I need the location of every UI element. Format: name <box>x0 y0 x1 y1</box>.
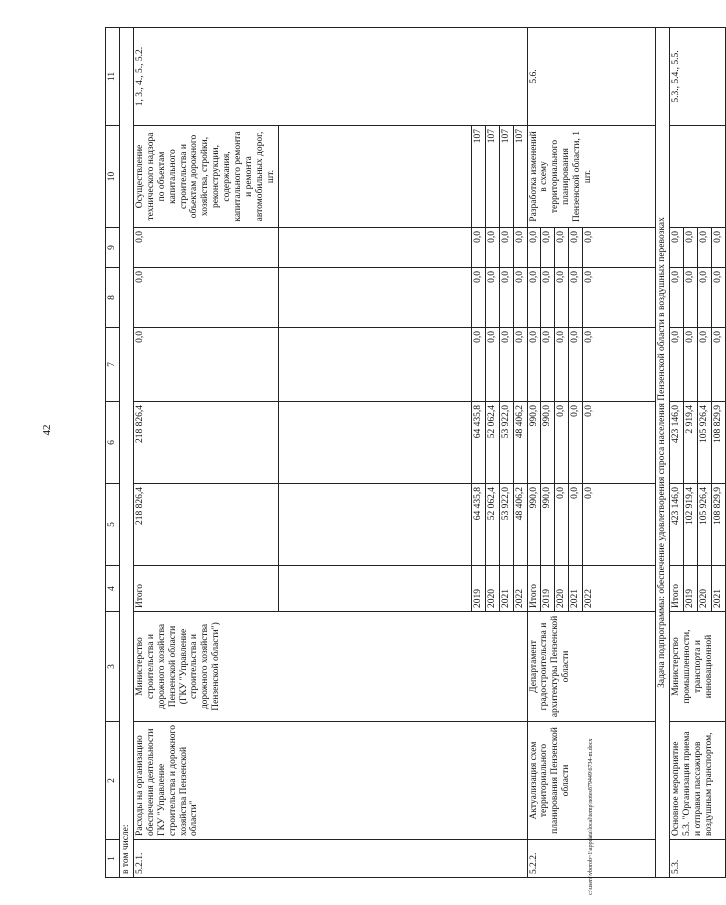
value-cell: 107 <box>513 126 527 228</box>
col-header-4: 4 <box>106 566 120 612</box>
value-cell: 990,0 <box>541 402 555 484</box>
year-cell: Итого <box>527 566 541 612</box>
table-row <box>527 28 541 878</box>
year-cell: 2020 <box>485 566 499 612</box>
links-cell: 5.3., 5.4., 5.5. <box>670 28 726 126</box>
row-number: 5.2.1. <box>133 840 527 878</box>
value-cell: 52 062,4 <box>485 402 499 484</box>
value-cell: 105 926,4 <box>697 402 711 484</box>
year-cell: 2019 <box>684 566 698 612</box>
value-cell: 0,0 <box>485 268 499 328</box>
value-cell: 0,0 <box>684 228 698 268</box>
year-cell: 2021 <box>711 566 725 612</box>
col-header-9: 9 <box>106 228 120 268</box>
value-cell: 107 <box>471 126 485 228</box>
indicator-text <box>670 126 726 228</box>
value-cell: 64 435,8 <box>471 484 485 566</box>
value-cell: 0,0 <box>697 328 711 402</box>
value-cell: 0,0 <box>499 268 513 328</box>
value-cell: 0,0 <box>583 484 656 566</box>
value-cell: 0,0 <box>569 268 583 328</box>
value-cell: 0,0 <box>583 402 656 484</box>
year-cell: Итого <box>670 566 684 612</box>
value-cell: 0,0 <box>684 268 698 328</box>
year-cell: 2021 <box>499 566 513 612</box>
header-row <box>106 28 120 878</box>
value-cell: 0,0 <box>569 328 583 402</box>
section-label: в том числе: <box>119 28 133 878</box>
value-cell: 0,0 <box>133 228 278 268</box>
year-cell: 2022 <box>513 566 527 612</box>
value-cell: 105 926,4 <box>697 484 711 566</box>
value-cell: 0,0 <box>555 328 569 402</box>
col-header-6: 6 <box>106 402 120 484</box>
value-cell: 108 829,9 <box>711 402 725 484</box>
value-cell: 0,0 <box>711 228 725 268</box>
value-cell: 48 406,2 <box>513 402 527 484</box>
col-header-10: 10 <box>106 126 120 228</box>
year-cell: Итого <box>133 566 278 612</box>
value-cell: 0,0 <box>684 328 698 402</box>
value-cell: 218 826,4 <box>133 484 278 566</box>
value-cell: 0,0 <box>670 228 684 268</box>
col-header-8: 8 <box>106 268 120 328</box>
value-cell: 0,0 <box>485 328 499 402</box>
value-cell: 0,0 <box>527 328 541 402</box>
value-cell: 0,0 <box>555 228 569 268</box>
value-cell: 108 829,9 <box>711 484 725 566</box>
value-cell: 0,0 <box>583 228 656 268</box>
executor: Министерство промышленности, транспорта и инновационной <box>670 612 726 722</box>
value-cell: 0,0 <box>555 484 569 566</box>
col-header-1: 1 <box>106 840 120 878</box>
year-cell: 2020 <box>555 566 569 612</box>
links-cell: 1, 3., 4., 5., 5.2. <box>133 28 527 126</box>
value-cell: 2 919,4 <box>684 402 698 484</box>
year-cell: 2022 <box>583 566 656 612</box>
value-cell: 0,0 <box>499 328 513 402</box>
executor: Министерство строительства и дорожного хозяйства Пензенской области (ГКУ "Управление строительства и дорожного хозяйства Пензенской области") <box>133 612 527 722</box>
value-cell: 0,0 <box>711 328 725 402</box>
value-cell: 423 146,0 <box>670 484 684 566</box>
value-cell: 53 922,0 <box>499 484 513 566</box>
value-cell: 64 435,8 <box>471 402 485 484</box>
measure-name: Актуализация схем территориального планирования Пензенской области <box>527 722 656 840</box>
row-number: 5.3. <box>670 840 726 878</box>
value-cell: 0,0 <box>670 268 684 328</box>
value-cell: 102 919,4 <box>684 484 698 566</box>
value-cell: 0,0 <box>485 228 499 268</box>
col-header-11: 11 <box>106 28 120 126</box>
year-cell: 2019 <box>471 566 485 612</box>
value-cell: 0,0 <box>541 228 555 268</box>
table-row <box>670 28 684 878</box>
value-cell: 0,0 <box>513 268 527 328</box>
value-cell: 0,0 <box>583 328 656 402</box>
links-cell: 5.6. <box>527 28 656 126</box>
value-cell: 990,0 <box>527 402 541 484</box>
measure-name: Основное мероприятие 5.3. "Организация приема и отправки пассажиров воздушным транспортом, <box>670 722 726 840</box>
footer-file-path: c:\users\vborob~1\appdata\local\temp\notes879449\6734-m.docx <box>588 738 594 895</box>
value-cell: 0,0 <box>670 328 684 402</box>
value-cell: 53 922,0 <box>499 402 513 484</box>
program-table <box>105 27 726 878</box>
measure-name: Расходы на организацию обеспечения деятельности ГКУ "Управление строительства и дорожного хозяйства Пензенской области" <box>133 722 527 840</box>
col-header-3: 3 <box>106 612 120 722</box>
task-title: Задача подпрограммы: обеспечение удовлетворения спроса населения Пензенской области в воздушных перевозках <box>656 28 670 878</box>
value-cell: 0,0 <box>499 228 513 268</box>
value-cell: 0,0 <box>527 268 541 328</box>
value-cell: 0,0 <box>527 228 541 268</box>
value-cell: 0,0 <box>513 328 527 402</box>
value-cell: 0,0 <box>471 228 485 268</box>
value-cell: 990,0 <box>541 484 555 566</box>
col-header-2: 2 <box>106 722 120 840</box>
value-cell: 107 <box>499 126 513 228</box>
value-cell: 107 <box>485 126 499 228</box>
value-cell: 0,0 <box>541 268 555 328</box>
value-cell: 0,0 <box>569 484 583 566</box>
value-cell: 0,0 <box>555 402 569 484</box>
row-number: 5.2.2. <box>527 840 656 878</box>
value-cell: 0,0 <box>513 228 527 268</box>
value-cell: 52 062,4 <box>485 484 499 566</box>
value-cell: 0,0 <box>711 268 725 328</box>
indicator-text: Осуществление технического надзора по объектам капитального строительства и объектам дорожного хозяйства, стройки, реконструкции, содержания, капитального ремонта и ремонта автомобильных дорог, шт. <box>133 126 278 228</box>
value-cell: 0,0 <box>133 328 278 402</box>
table-row <box>133 28 278 878</box>
task-row <box>656 28 670 878</box>
value-cell: 0,0 <box>697 268 711 328</box>
year-cell: 2021 <box>569 566 583 612</box>
value-cell: 0,0 <box>569 228 583 268</box>
value-cell: 0,0 <box>541 328 555 402</box>
value-cell: 218 826,4 <box>133 402 278 484</box>
year-cell: 2020 <box>697 566 711 612</box>
value-cell: 990,0 <box>527 484 541 566</box>
year-cell: 2019 <box>541 566 555 612</box>
executor: Департамент градостроительства и архитектуры Пензенской области <box>527 612 656 722</box>
value-cell: 0,0 <box>471 268 485 328</box>
value-cell: 0,0 <box>569 402 583 484</box>
col-header-7: 7 <box>106 328 120 402</box>
value-cell: 423 146,0 <box>670 402 684 484</box>
page-number: 42 <box>41 424 53 436</box>
value-cell: 48 406,2 <box>513 484 527 566</box>
value-cell: 0,0 <box>133 268 278 328</box>
col-header-5: 5 <box>106 484 120 566</box>
value-cell: 0,0 <box>583 268 656 328</box>
value-cell: 0,0 <box>471 328 485 402</box>
section-label-row <box>119 28 133 878</box>
value-cell: 0,0 <box>555 268 569 328</box>
value-cell: 0,0 <box>697 228 711 268</box>
indicator-text: Разработка изменений в схему территориального планирования Пензенской области, 1 шт. <box>527 126 656 228</box>
